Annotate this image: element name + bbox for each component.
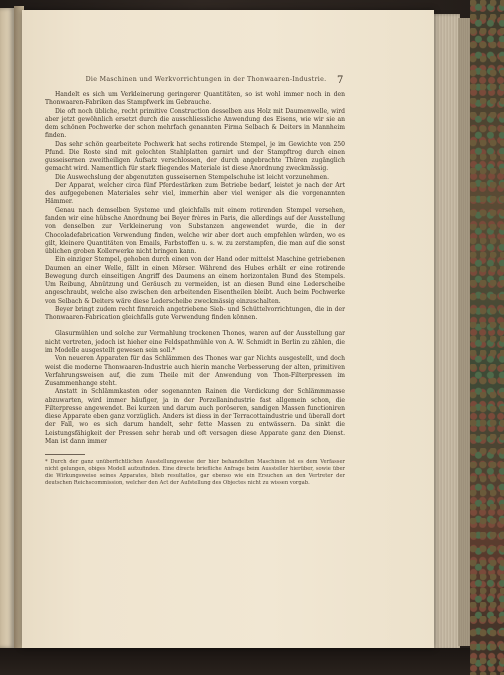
- paragraph: Glasurmühlen und solche zur Vermahlung trockenen Thones, waren auf der Ausstellung gar nicht vertreten, jedoch ist hieher eine Feldspathmühle von A. W. Schmidt in Berlin zu zählen, die im Modelle ausgestellt gewesen sein soll.*: [45, 330, 345, 354]
- paragraph: Der Apparat, welcher circa fünf Pferdestärken zum Betriebe bedarf, leistet je nach der Art des aufgegebenen Materiales sehr viel, immerhin aber viel weniger als die vorgenannten Hämmer.: [45, 181, 345, 206]
- marbled-cover-edge: [470, 0, 504, 675]
- paragraph: Von neueren Apparaten für das Schlämmen des Thones war gar Nichts ausgestellt, und doch weist die moderne Thonwaaren-Industrie auch hierin manche Verbesserung der alten, primitiven Verfahrungsweisen auf, die zum Theile mit der Anwendung von Thon-Filterpressen im Zusammenhange steht.: [45, 355, 345, 388]
- footnote-rule: [45, 454, 85, 455]
- page-number: 7: [337, 75, 344, 86]
- bottom-shadow: [0, 648, 470, 675]
- paragraph: Beyer bringt zudem recht finnreich angetriebene Sieb- und Schüttelvorrichtungen, die in der Thonwaaren-Fabrication gleichfalls gute Verwendung finden können.: [45, 305, 345, 322]
- paragraph: Die Auswechslung der abgenutzten gusseisernen Stempelschuhe ist leicht vorzunehmen.: [55, 173, 329, 181]
- section-gap: [45, 322, 345, 330]
- paragraph: Genau nach demselben Systeme und gleichfalls mit einem rotirenden Stempel versehen, fanden wir eine hübsche Anordnung bei Beyer frères in Paris, die allerdings auf der Ausstellung von denselben zur Verkleinerung von Substanzen angewendet wurde, die in der Chocoladefabrication Verwendung finden, welche wir aber dort auch empfehlen würden, wo es gilt, kleinere Quantitäten von Emails, Farbstoffen u. s. w. zu zerstampfen, die man auf die sonst üblichen groben Kollerwerke nicht bringen kann.: [45, 206, 345, 256]
- page-edges: [430, 14, 460, 650]
- left-page-edge: [0, 8, 14, 648]
- paragraph: Handelt es sich um Verkleinerung geringerer Quantitäten, so ist wohl immer noch in den Thonwaaren-Fabriken das Stampfwerk im Gebrauche.: [45, 91, 345, 107]
- footnote: * Durch der ganz unüberfichtlichen Ausstellungsweise der hier behandelten Maschinen ist es dem Verfasser nicht gelungen, obiges Modell aufzufinden. Eine directe briefliche Anfrage beim Aussteller hierüber, sowie über die Wirkungsweise seines Apparates, blieb resultatlos, gar ebenso wie ein Ersuchen an den Vertreter der deutschen Reichscommission, welcher den Act der Aufstellung des Objectes nicht zu wissen vorgab.: [45, 459, 345, 486]
- page-body: [45, 91, 345, 486]
- page-edges-inner: [458, 18, 470, 646]
- section-glasurmuehlen: [45, 330, 345, 446]
- paragraph: Das sehr schön gearbeitete Pochwerk hat sechs rotirende Stempel, je im Gewichte von 250 Pfund. Die Roste sind mit gelochten Stahlplatten garnirt und der Stampftrog durch einen gusseisernen zweitheiligen Aufsatz verschlossen, der durch angebrachte Thüren zugänglich gemacht wird. Namentlich für stark fliegendes Materiale ist diese Anordnung zweckmässig.: [45, 140, 345, 173]
- paragraph: Anstatt in Schlämmkasten oder sogenannten Rainen die Verdickung der Schlämmmasse abzuwarten, wird immer häufiger, ja in der Porzellanindustrie fast allgemein schon, die Filterpresse angewendet. Bei kurzen und darum auch poröseren, sandigen Massen functioniren diese Apparate eben ganz vorzüglich. Anders ist diess in der Terracottaindustrie und überall dort der Fall, wo es sich darum handelt, sehr fette Massen zu entwässern. Da sinkt die Leistungsfähigkeit der Pressen sehr herab und oft versagen diese Apparate ganz den Dienst. Man ist dann immer: [45, 388, 345, 445]
- section-stampfwerk: [45, 91, 345, 322]
- paragraph: Ein einziger Stempel, gehoben durch einen von der Hand oder mittelst Maschine getriebenen Daumen an einer Welle, fällt in einen Mörser. Während des Hubes erhält er eine rotirende Bewegung durch einseitigen Angriff des Daumens an einem horizontalen Bund des Stempels. Um Reibung, Abnützung und Geräusch zu vermeiden, ist an diesen Bund eine Lederscheibe angeschraubt, welche also zwischen den arbeitenden Eisentheilen bleibt. Auch beim Pochwerke von Selbach & Deiters wäre diese Lederscheibe zweckmässig einzuschalten.: [45, 256, 345, 305]
- running-head: Die Maschinen und Werkvorrichtungen in der Thonwaaren-Industrie.: [85, 76, 327, 83]
- paragraph: Die oft noch übliche, recht primitive Construction desselben aus Holz mit Daumenwelle, wird aber jetzt gewöhnlich ersetzt durch die ausschliessliche Anwendung des Eisens, wie wir sie an dem schönen Pochwerke der schon mehrfach genannten Firma Selbach & Deiters in Mannheim finden.: [45, 107, 345, 140]
